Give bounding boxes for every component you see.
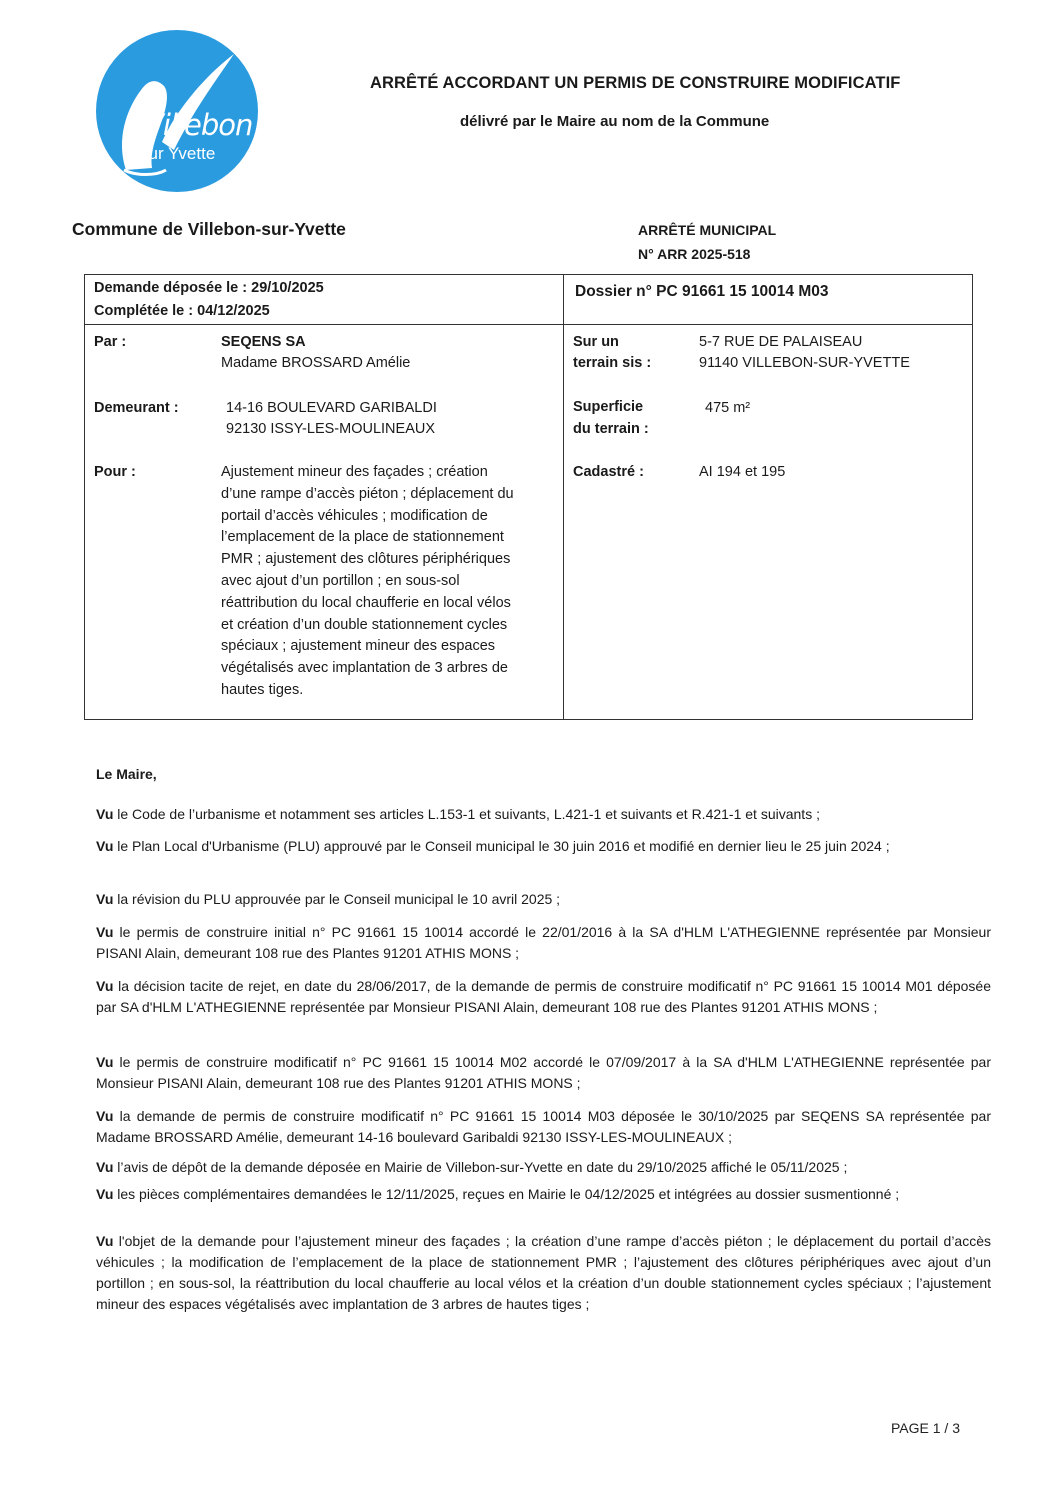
demeurant-line1: 14-16 BOULEVARD GARIBALDI [226,400,437,416]
pour-description [221,462,514,702]
par-person: Madame BROSSARD Amélie [221,355,411,371]
vu-word: Vu [96,838,114,854]
arrete-number: N° ARR 2025-518 [638,246,751,262]
page-number: PAGE 1 / 3 [891,1420,960,1436]
considerant-text: les pièces complémentaires demandées le 12/11/2025, reçues en Mairie le 04/12/2025 et intégrées au dossier susmentionné ; [113,1186,900,1202]
vu-word: Vu [96,1186,114,1202]
considerant-paragraph [96,1157,991,1178]
vu-word: Vu [96,924,114,940]
considerant-text: la révision du PLU approuvée par le Conseil municipal le 10 avril 2025 ; [113,891,561,907]
cadastre-label: Cadastré : [573,464,644,480]
pour-line: Ajustement mineur des façades ; création [221,464,488,480]
superficie-label-2: du terrain : [573,421,649,437]
considerant-text: l’avis de dépôt de la demande déposée en Mairie de Villebon-sur-Yvette en date du 29/10/2025 affiché le 05/11/2025 ; [113,1159,848,1175]
terrain-line2: 91140 VILLEBON-SUR-YVETTE [699,355,910,371]
dossier-number: Dossier n° PC 91661 15 10014 M03 [575,283,829,300]
commune-name: Commune de Villebon-sur-Yvette [72,219,346,239]
considerant-text: le permis de construire modificatif n° PC 91661 15 10014 M02 accordé le 07/09/2017 à la SA d'HLM L'ATHEGIENNE représentée par Monsieur PISANI Alain, demeurant 108 rue des Plantes 91201 ATHIS MONS ; [96,1054,991,1091]
cadastre-value: AI 194 et 195 [699,464,786,480]
pour-line: et création d’un double stationnement cycles [221,616,508,633]
vu-word: Vu [96,1054,114,1070]
terrain-line1: 5-7 RUE DE PALAISEAU [699,334,863,350]
vu-word: Vu [96,806,114,822]
demeurant-label: Demeurant : [94,400,179,416]
logo-text-villebon: Villebon [144,108,253,142]
le-maire: Le Maire, [96,766,157,782]
considerant-paragraph [96,804,991,825]
document-title: ARRÊTÉ ACCORDANT UN PERMIS DE CONSTRUIRE MODIFICATIF [370,74,901,92]
considerant-paragraph [96,976,991,1018]
considerant-paragraph [96,836,991,857]
pour-line: avec ajout d’un portillon ; en sous-sol [221,572,460,589]
document-subtitle: délivré par le Maire au nom de la Commune [460,113,770,130]
considerant-text: l'objet de la demande pour l’ajustement mineur des façades ; la création d’une rampe d’accès piéton ; le déplacement du portail d’accès véhicules ; la modification de l’emplacement de la place de stationnement PMR ; l’ajustement des clôtures périphériques avec ajout d’un portillon ; en sous-sol, la réattribution du local chaufferie au local vélos et la création d’un double stationnement cycles spéciaux ; l’ajustement mineur des espaces végétalisés avec implantation de 3 arbres de hautes tiges ; [96,1233,991,1312]
considerant-paragraph [96,1231,991,1315]
pour-line: végétalisés avec implantation de 3 arbres de [221,660,508,677]
pour-line: l’emplacement de la place de stationnement [221,529,504,546]
pour-line: d’une rampe d’accès piéton ; déplacement du [221,485,514,502]
villebon-logo [96,30,258,192]
considerant-paragraph [96,1106,991,1148]
pour-label: Pour : [94,464,136,480]
considerant-paragraph [96,1052,991,1094]
vu-word: Vu [96,1233,114,1249]
table-divider-horizontal [84,324,973,325]
pour-line: hautes tiges. [221,681,304,698]
vu-word: Vu [96,978,114,994]
considerant-paragraph [96,889,991,910]
demeurant-line2: 92130 ISSY-LES-MOULINEAUX [226,421,436,437]
demande-deposee: Demande déposée le : 29/10/2025 [94,280,324,296]
table-divider-vertical [563,274,564,720]
par-company: SEQENS SA [221,334,306,350]
vu-word: Vu [96,891,114,907]
par-label: Par : [94,334,127,350]
considerant-paragraph [96,922,991,964]
logo-text-sur-yvette: sur Yvette [140,144,216,163]
superficie-value: 475 m² [705,400,751,416]
terrain-label-2: terrain sis : [573,355,652,371]
arrete-label: ARRÊTÉ MUNICIPAL [638,222,777,238]
considerant-text: la demande de permis de construire modificatif n° PC 91661 15 10014 M03 déposée le 30/10/2025 par SEQENS SA représentée par Madame BROSSARD Amélie, demeurant 14-16 boulevard Garibaldi 92130 ISSY-LES-MOULINEAUX ; [96,1108,991,1145]
vu-word: Vu [96,1159,114,1175]
pour-line: réattribution du local chaufferie en local vélos [221,594,511,611]
pour-line: spéciaux ; ajustement mineur des espaces [221,638,496,655]
pour-line: portail d’accès véhicules ; modification de [221,507,488,524]
considerant-text: le Plan Local d'Urbanisme (PLU) approuvé par le Conseil municipal le 30 juin 2016 et modifié en dernier lieu le 25 juin 2024 ; [113,838,890,854]
completee: Complétée le : 04/12/2025 [94,303,270,319]
pour-line: PMR ; ajustement des clôtures périphériques [221,551,511,568]
considerant-text: la décision tacite de rejet, en date du 28/06/2017, de la demande de permis de construire modificatif n° PC 91661 15 10014 M01 déposée par SA d'HLM L'ATHEGIENNE représentée par Monsieur PISANI Alain, demeurant 108 rue des Plantes 91201 ATHIS MONS ; [96,978,991,1015]
considerant-text: le Code de l’urbanisme et notamment ses articles L.153-1 et suivants, L.421-1 et suivants et R.421-1 et suivants ; [113,806,820,822]
vu-word: Vu [96,1108,114,1124]
considerant-text: le permis de construire initial n° PC 91661 15 10014 accordé le 22/01/2016 à la SA d'HLM L'ATHEGIENNE représentée par Monsieur PISANI Alain, demeurant 108 rue des Plantes 91201 ATHIS MONS ; [96,924,991,961]
considerant-paragraph [96,1184,991,1205]
terrain-label-1: Sur un [573,334,619,350]
superficie-label-1: Superficie [573,399,644,415]
